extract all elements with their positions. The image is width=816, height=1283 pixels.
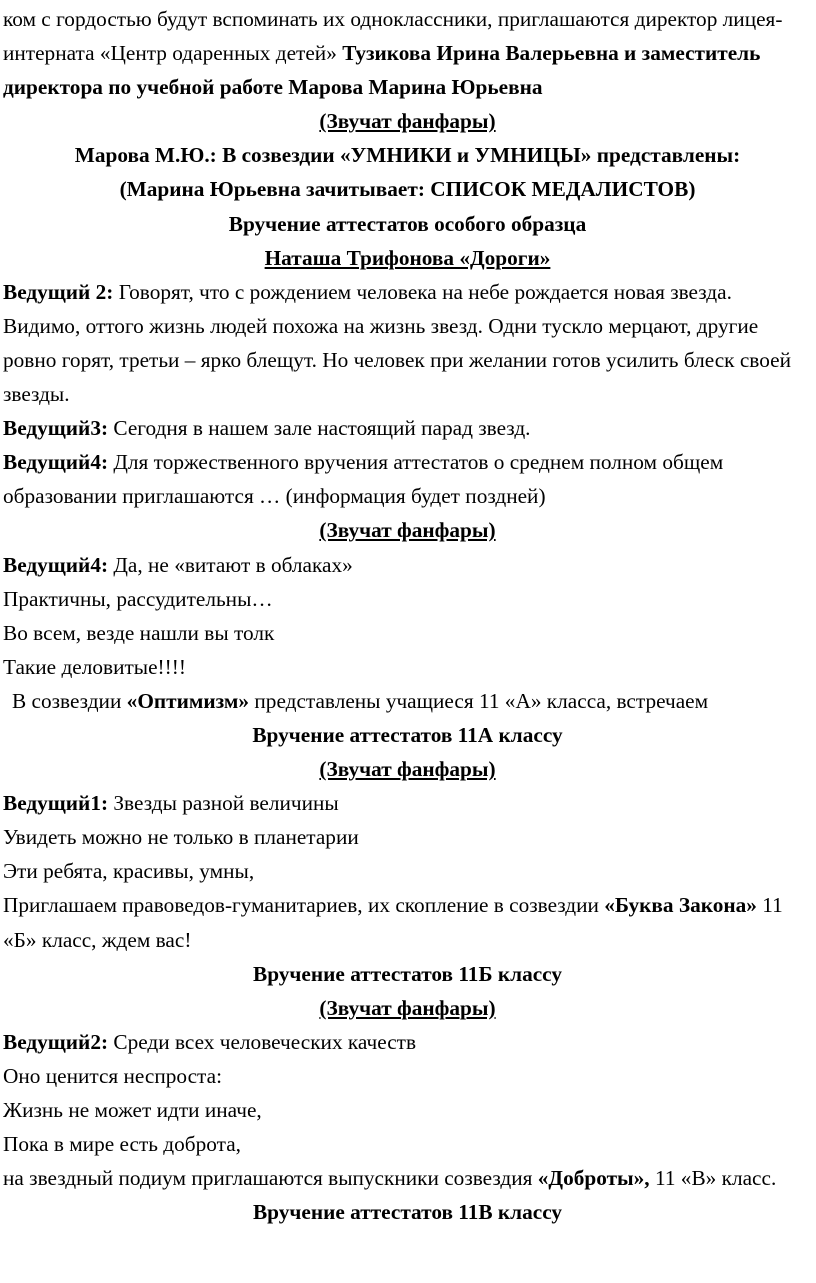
medalists-list-note: (Марина Юрьевна зачитывает: СПИСОК МЕДАЛИСТОВ) [119,177,696,202]
optimism-pre: В созвездии [12,688,127,713]
host4-poem-line-4: Такие деловитые!!!! [3,654,186,679]
invite-post: 11 «В» класс. [649,1166,777,1191]
host1-poem-line-2: Увидеть можно не только в планетарии [3,825,359,850]
host2b-poem-line-4: Пока в мире есть доброта, [3,1132,241,1157]
host2b-poem-line-3: Жизнь не может идти иначе, [3,1098,262,1122]
host2-paragraph [3,275,812,411]
host2b-invite-paragraph [3,1161,812,1195]
host4-text: Для торжественного вручения аттестатов о среднем полном общем образовании приглашаются … (информация будет поздней) [3,450,724,509]
host1-speaker: Ведущий1: [3,791,109,816]
host2b-speaker: Ведущий2: [3,1029,109,1054]
host4-poem-line-3: Во всем, везде нашли вы толк [3,620,275,645]
poem-text: Звезды разной величины [108,791,339,816]
host2b-poem-line-2: Оно ценится неспроста: [3,1063,222,1088]
host3-text: Сегодня в нашем зале настоящий парад звезд. [108,416,531,441]
poem-text: Среди всех человеческих качеств [108,1029,417,1054]
invite-post: 11 «Б» класс, ждем вас! [3,893,783,952]
certificates-11b-heading: Вручение аттестатов 11Б классу [253,961,562,986]
host3-paragraph [3,411,812,445]
song-heading: Наташа Трифонова «Дороги» [264,245,551,270]
host1-poem-line-1 [3,786,812,820]
host3-speaker: Ведущий3: [3,416,109,441]
invite-bold: «Буква Закона» [604,893,757,918]
optimism-bold: «Оптимизм» [126,688,250,713]
certificates-11a-heading: Вручение аттестатов 11А классу [252,722,563,747]
fanfare-heading-4: (Звучат фанфары) [319,995,496,1020]
invite-pre: на звездный подиум приглашаются выпускники созвездия [3,1166,538,1191]
fanfare-heading-3: (Звучат фанфары) [319,757,496,782]
fanfare-heading-1: (Звучат фанфары) [319,109,496,134]
certificates-11v-heading: Вручение аттестатов 11В классу [252,1200,563,1225]
poem-text: Да, не «витают в облаках» [108,552,353,577]
optimism-paragraph [3,684,812,718]
host4-poem-speaker: Ведущий4: [3,552,109,577]
optimism-post: представлены учащиеся 11 «А» класса, встречаем [249,688,709,713]
host4-poem-line-1 [3,548,812,582]
host2-speaker: Ведущий 2: [3,279,114,304]
intro-bold-names: Тузикова Ирина Валерьевна и заместитель директора по учебной работе Марова Марина Юрьевна [3,41,761,100]
invite-pre: Приглашаем правоведов-гуманитариев, их скопление в созвездии [3,893,605,918]
host4-speaker: Ведущий4: [3,450,109,475]
host1-invite-paragraph [3,888,812,956]
special-certificates-heading: Вручение аттестатов особого образца [228,211,587,236]
intro-text: ком с гордостью будут вспоминать их одноклассники, приглашаются директор лицея-интерната «Центр одаренных детей» [3,7,783,66]
host2-text: Говорят, что с рождением человека на небе рождается новая звезда. Видимо, оттого жизнь людей похожа на жизнь звезд. Одни тускло мерцают, другие ровно горят, третьи – ярко блещут. Но человек при желании готов усилить блеск своей звезды. [3,279,791,407]
host4-poem-line-2: Практичны, рассудительны… [3,586,273,611]
medalists-heading: Марова М.Ю.: В созвездии «УМНИКИ и УМНИЦЫ» представлены: [74,143,741,168]
host4-paragraph [3,445,812,513]
host1-poem-line-3: Эти ребята, красивы, умны, [3,859,255,884]
invite-bold: «Доброты», [537,1166,650,1191]
host2b-poem-line-1 [3,1025,812,1059]
fanfare-heading-2: (Звучат фанфары) [319,518,496,543]
intro-paragraph [3,2,812,104]
